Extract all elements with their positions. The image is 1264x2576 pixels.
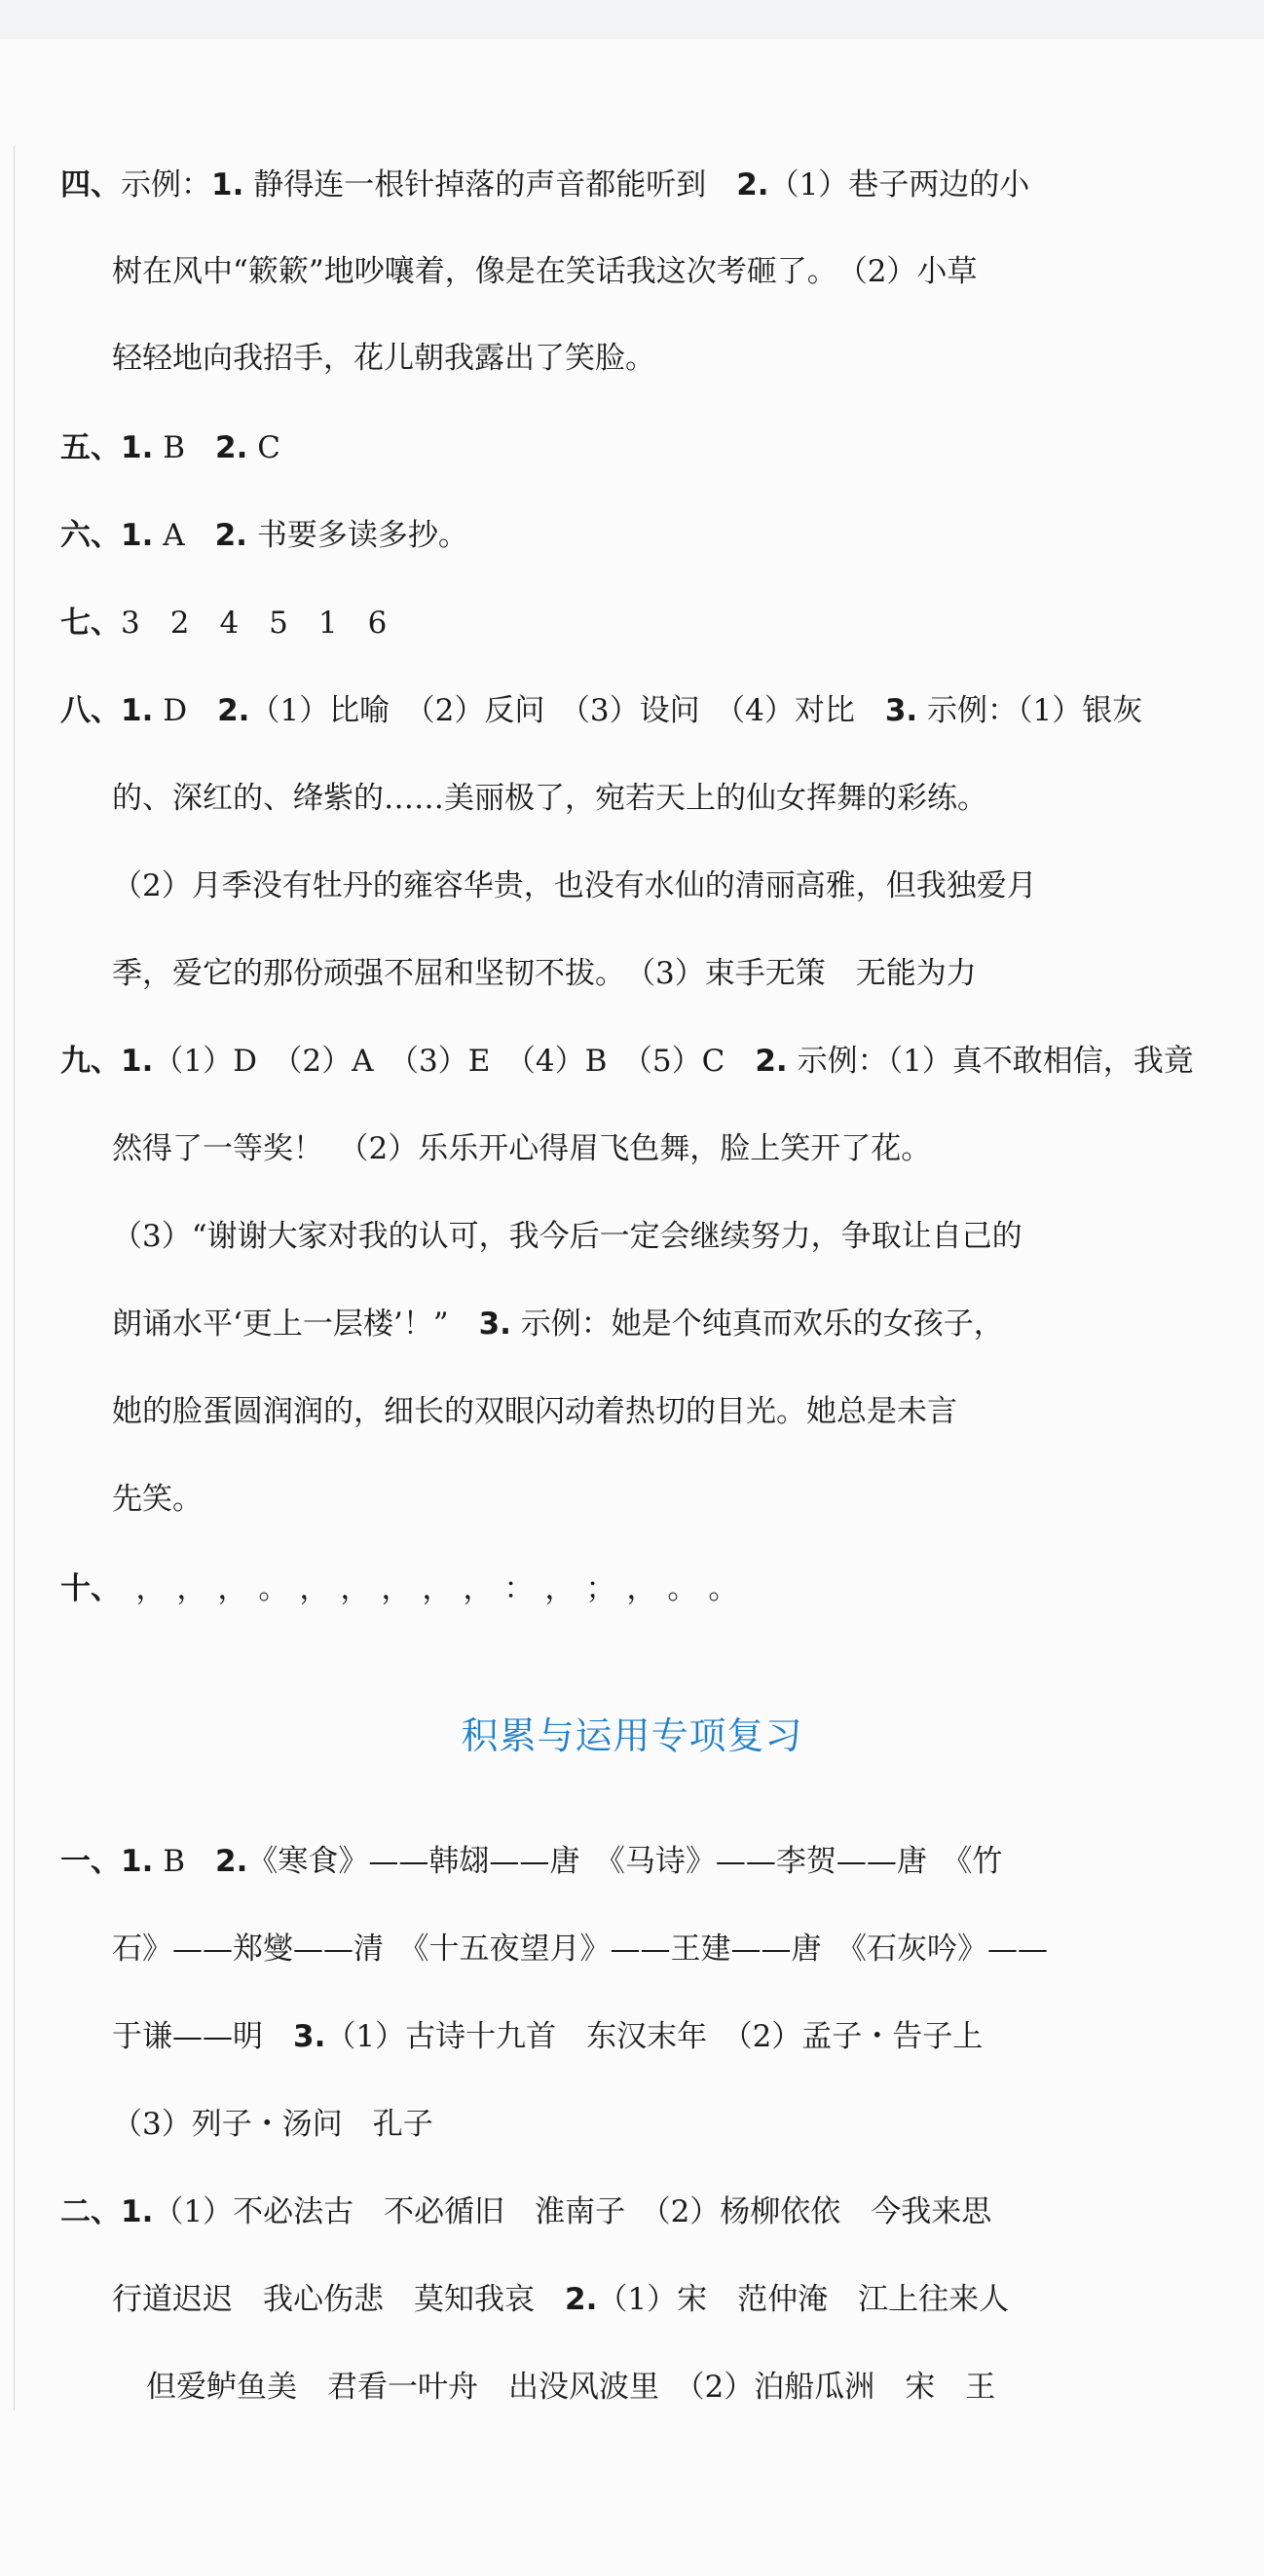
text: （1）不必法古 不必循旧 淮南子 （2）杨柳依依 今我来思: [153, 2194, 992, 2229]
punctuation-mark: ，: [340, 1571, 371, 1606]
section-number: 九、: [60, 1044, 121, 1079]
item-number: 1.: [121, 693, 154, 728]
text: 朗诵水平‘更上一层楼’！”: [112, 1306, 479, 1342]
item-number: 2.: [215, 1844, 248, 1879]
text: 于谦——明: [112, 2019, 293, 2054]
punctuation-mark: ：: [503, 1571, 535, 1606]
item-number: 3.: [884, 693, 918, 728]
text: （1）古诗十九首 东汉末年 （2）孟子・告子上: [325, 2019, 984, 2054]
punctuation-mark: ，: [176, 1571, 207, 1606]
text: 示例：: [121, 167, 211, 202]
answer-4-line-2: 树在风中“簌簌”地吵嚷着，像是在笑话我这次考砸了。 （2）小草: [112, 254, 978, 289]
punctuation-mark: ，: [217, 1571, 248, 1606]
item-number: 1.: [121, 1044, 154, 1079]
punctuation-mark: ，: [135, 1571, 167, 1606]
answer-9-line-4: [112, 1305, 1264, 1343]
item-number: 2.: [215, 430, 248, 465]
section-number: 八、: [60, 693, 121, 728]
section-number: 七、: [60, 606, 121, 641]
review-1-line-2: 石》——郑燮——清 《十五夜望月》——王建——唐 《石灰吟》——: [112, 1932, 1048, 1967]
text: 书要多读多抄。: [246, 518, 468, 553]
text: （1）D （2）A （3）E （4）B （5）C: [153, 1044, 756, 1079]
review-1-line-4: （3）列子・汤问 孔子: [112, 2107, 433, 2142]
answer-8-line-1: [60, 691, 1264, 730]
text: 示例：（1）真不敢相信，我竟: [787, 1044, 1194, 1079]
item-number: 2.: [217, 693, 250, 728]
text: B: [153, 430, 215, 465]
text: 《寒食》——韩翃——唐 《马诗》——李贺——唐 《竹: [247, 1844, 1003, 1879]
text: （1）宋 范仲淹 江上往来人: [597, 2282, 1010, 2317]
punctuation-row: [130, 1569, 744, 1608]
punctuation-mark: ，: [463, 1571, 494, 1606]
item-number: 2.: [755, 1044, 788, 1079]
answer-9-line-6: 先笑。: [112, 1482, 203, 1517]
page-binding-line: [14, 146, 15, 2410]
section-number: 十、: [60, 1571, 121, 1606]
text: 3 2 4 5 1 6: [121, 606, 388, 641]
answer-5: [60, 428, 1264, 467]
punctuation-mark: ；: [585, 1571, 616, 1606]
answer-9-line-1: [60, 1042, 1264, 1081]
item-number: 1.: [121, 518, 154, 553]
review-1-line-1: [60, 1842, 1264, 1881]
punctuation-mark: 。: [708, 1571, 739, 1606]
item-number: 1.: [121, 1844, 154, 1879]
item-number: 1.: [121, 2194, 154, 2229]
text: 示例：（1）银灰: [917, 693, 1143, 728]
review-2-line-1: [60, 2192, 1264, 2231]
answer-4-line-1: [60, 166, 1264, 204]
section-number: 五、: [60, 430, 121, 465]
text: B: [153, 1844, 215, 1879]
text: （1）巷子两边的小: [768, 167, 1030, 202]
section-number: 一、: [60, 1844, 121, 1879]
text: 行道迟迟 我心伤悲 莫知我哀: [112, 2282, 565, 2317]
punctuation-mark: ，: [381, 1571, 412, 1606]
answer-4-line-3: 轻轻地向我招手，花儿朝我露出了笑脸。: [112, 341, 655, 376]
punctuation-mark: 。: [258, 1571, 289, 1606]
item-number: 2.: [736, 167, 769, 202]
answer-8-line-2: 的、深红的、绛紫的……美丽极了，宛若天上的仙女挥舞的彩练。: [112, 781, 987, 816]
text: D: [153, 693, 218, 728]
review-2-line-3: 但爱鲈鱼美 君看一叶舟 出没风波里 （2）泊船瓜洲 宋 王: [146, 2370, 996, 2405]
item-number: 3.: [293, 2019, 326, 2054]
answer-7: [60, 604, 1264, 643]
answer-9-line-5: 她的脸蛋圆润润的，细长的双眼闪动着热切的目光。她总是未言: [112, 1394, 957, 1429]
answer-9-line-2: 然得了一等奖！ （2）乐乐开心得眉飞色舞，脸上笑开了花。: [112, 1131, 932, 1166]
answer-6: [60, 516, 1264, 555]
section-title: 积累与运用专项复习: [461, 1714, 803, 1757]
text: （1）比喻 （2）反问 （3）设问 （4）对比: [249, 693, 885, 728]
review-1-line-3: [112, 2017, 1264, 2056]
punctuation-mark: ，: [626, 1571, 657, 1606]
section-number: 四、: [60, 167, 121, 202]
answer-9-line-3: （3）“谢谢大家对我的认可，我今后一定会继续努力，争取让自己的: [112, 1219, 1022, 1254]
answer-8-line-4: 季，爱它的那份顽强不屈和坚韧不拔。 （3）束手无策 无能为力: [112, 956, 977, 991]
item-number: 1.: [211, 167, 244, 202]
answer-10: [60, 1569, 1264, 1608]
punctuation-mark: ，: [544, 1571, 576, 1606]
text: 示例：她是个纯真而欢乐的女孩子，: [510, 1306, 1004, 1342]
punctuation-mark: ，: [422, 1571, 453, 1606]
review-2-line-2: [112, 2280, 1264, 2319]
item-number: 2.: [214, 518, 247, 553]
item-number: 2.: [565, 2282, 598, 2317]
section-number: 二、: [60, 2194, 121, 2229]
text: 静得连一根针掉落的声音都能听到: [243, 167, 737, 202]
section-number: 六、: [60, 518, 121, 553]
item-number: 3.: [478, 1306, 511, 1342]
punctuation-mark: 。: [667, 1571, 698, 1606]
text: A: [153, 518, 215, 553]
answer-8-line-3: （2）月季没有牡丹的雍容华贵，也没有水仙的清丽高雅，但我独爱月: [112, 868, 1037, 903]
top-margin: [0, 0, 1264, 39]
punctuation-mark: ，: [299, 1571, 330, 1606]
item-number: 1.: [121, 430, 154, 465]
text: C: [247, 430, 280, 465]
